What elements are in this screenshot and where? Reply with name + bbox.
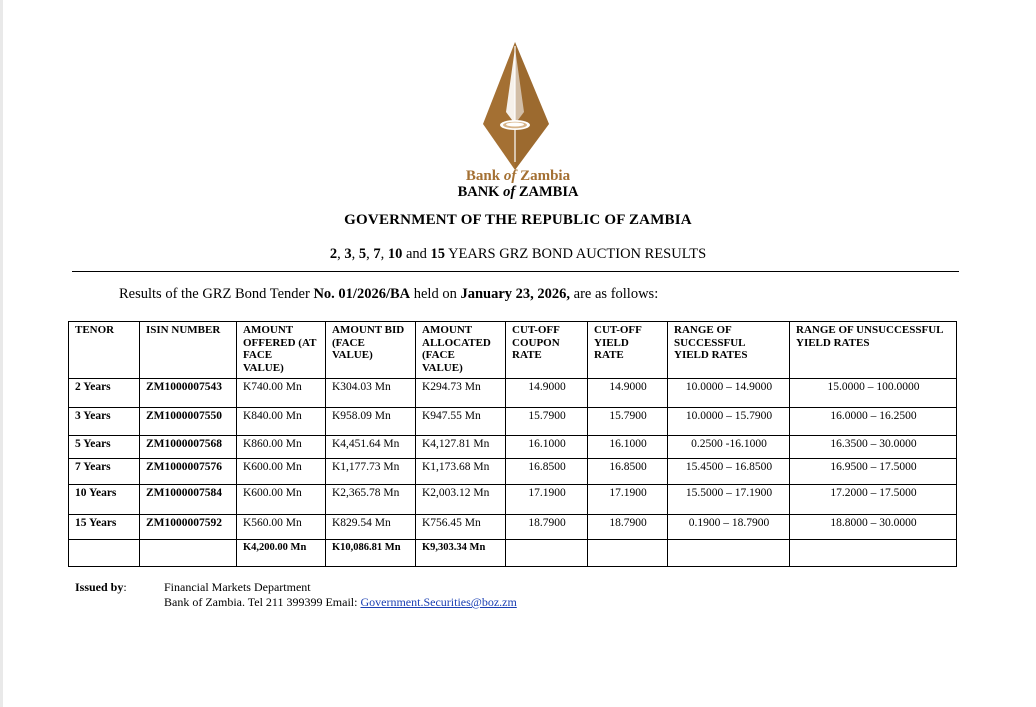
header-amount-offered: AMOUNT OFFERED (AT FACE VALUE): [237, 322, 326, 379]
subtitle-sep: ,: [351, 246, 359, 262]
header-coupon-rate: CUT-OFF COUPON RATE: [506, 322, 588, 379]
header-successful-range: RANGE OF SUCCESSFUL YIELD RATES: [668, 322, 790, 379]
cell-tenor: 15 Years: [69, 515, 140, 540]
cell-empty: [506, 540, 588, 567]
cell-allocated: K947.55 Mn: [416, 408, 506, 436]
tender-date: January 23, 2026,: [460, 286, 571, 302]
cell-offered: K860.00 Mn: [237, 436, 326, 459]
header-amount-allocated: AMOUNT ALLOCATED (FACE VALUE): [416, 322, 506, 379]
tender-number: No. 01/2026/BA: [313, 286, 411, 302]
issuer-department: Financial Markets Department: [164, 580, 311, 594]
subtitle-tenor-2: 2: [329, 246, 338, 262]
cell-successful-range: 0.1900 – 18.7900: [668, 515, 790, 540]
table-row: [69, 436, 957, 459]
table-row: [69, 515, 957, 540]
subtitle-tenor-5: 5: [358, 246, 367, 262]
logo-wordmark-black: [0, 184, 1036, 201]
logo-text-gold: Bank of Zambia: [465, 168, 571, 184]
header-yield-rate: CUT-OFF YIELD RATE: [588, 322, 668, 379]
cell-offered: K840.00 Mn: [237, 408, 326, 436]
intro-text: held on: [410, 286, 461, 302]
cell-successful-range: 15.4500 – 16.8500: [668, 459, 790, 485]
cell-empty: [69, 540, 140, 567]
header-isin: ISIN NUMBER: [140, 322, 237, 379]
cell-coupon: 17.1900: [506, 485, 588, 515]
cell-tenor: 10 Years: [69, 485, 140, 515]
cell-coupon: 16.1000: [506, 436, 588, 459]
cell-bid: K958.09 Mn: [326, 408, 416, 436]
total-bid: K10,086.81 Mn: [326, 540, 416, 567]
subtitle-sep: ,: [337, 246, 345, 262]
bank-of-zambia-logo: [478, 42, 554, 170]
cell-yield: 18.7900: [588, 515, 668, 540]
cell-bid: K1,177.73 Mn: [326, 459, 416, 485]
cell-isin: ZM1000007584: [140, 485, 237, 515]
cell-yield: 14.9000: [588, 379, 668, 408]
subtitle-sep: ,: [380, 246, 388, 262]
cell-bid: K2,365.78 Mn: [326, 485, 416, 515]
subtitle-sep: ,: [366, 246, 374, 262]
totals-row: [69, 540, 957, 567]
cell-allocated: K294.73 Mn: [416, 379, 506, 408]
page-edge: [0, 0, 3, 707]
cell-isin: ZM1000007576: [140, 459, 237, 485]
header-tenor: TENOR: [69, 322, 140, 379]
cell-tenor: 3 Years: [69, 408, 140, 436]
cell-allocated: K2,003.12 Mn: [416, 485, 506, 515]
cell-yield: 16.8500: [588, 459, 668, 485]
issued-label-text: Issued by: [75, 580, 124, 594]
pen-nib-emblem-icon: [478, 42, 554, 170]
issuer-contact: Bank of Zambia. Tel 211 399399 Email:: [164, 595, 361, 609]
cell-successful-range: 0.2500 -16.1000: [668, 436, 790, 459]
cell-allocated: K756.45 Mn: [416, 515, 506, 540]
table-row: [69, 459, 957, 485]
cell-bid: K829.54 Mn: [326, 515, 416, 540]
cell-offered: K600.00 Mn: [237, 459, 326, 485]
cell-successful-range: 15.5000 – 17.1900: [668, 485, 790, 515]
subtitle-tenor-3: 3: [344, 246, 352, 262]
cell-isin: ZM1000007592: [140, 515, 237, 540]
logo-text-black: BANK of ZAMBIA: [457, 184, 579, 200]
cell-unsuccessful-range: 17.2000 – 17.5000: [790, 485, 957, 515]
cell-empty: [668, 540, 790, 567]
cell-unsuccessful-range: 15.0000 – 100.0000: [790, 379, 957, 408]
table-row: [69, 379, 957, 408]
issued-colon: :: [123, 580, 127, 594]
issued-by-label: [75, 580, 127, 595]
cell-coupon: 15.7900: [506, 408, 588, 436]
cell-coupon: 16.8500: [506, 459, 588, 485]
cell-coupon: 18.7900: [506, 515, 588, 540]
total-allocated: K9,303.34 Mn: [416, 540, 506, 567]
cell-allocated: K1,173.68 Mn: [416, 459, 506, 485]
cell-coupon: 14.9000: [506, 379, 588, 408]
cell-empty: [588, 540, 668, 567]
cell-isin: ZM1000007550: [140, 408, 237, 436]
logo-wordmark-gold: [0, 168, 1036, 185]
cell-allocated: K4,127.81 Mn: [416, 436, 506, 459]
cell-offered: K560.00 Mn: [237, 515, 326, 540]
issuer-details: [164, 580, 517, 610]
subtitle-sep: and: [402, 246, 431, 262]
cell-successful-range: 10.0000 – 14.9000: [668, 379, 790, 408]
cell-bid: K4,451.64 Mn: [326, 436, 416, 459]
subtitle-tenor-7: 7: [373, 246, 381, 262]
cell-offered: K600.00 Mn: [237, 485, 326, 515]
horizontal-divider: [72, 271, 959, 272]
total-offered: K4,200.00 Mn: [237, 540, 326, 567]
intro-text: Results of the GRZ Bond Tender: [119, 286, 314, 302]
cell-unsuccessful-range: 16.0000 – 16.2500: [790, 408, 957, 436]
header-amount-bid: AMOUNT BID (FACE VALUE): [326, 322, 416, 379]
cell-successful-range: 10.0000 – 15.7900: [668, 408, 790, 436]
auction-results-table: [68, 321, 957, 567]
table-header-row: [69, 322, 957, 379]
subtitle-tenor-10: 10: [387, 246, 403, 262]
header-unsuccessful-range: RANGE OF UNSUCCESSFUL YIELD RATES: [790, 322, 957, 379]
cell-unsuccessful-range: 18.8000 – 30.0000: [790, 515, 957, 540]
cell-tenor: 5 Years: [69, 436, 140, 459]
cell-yield: 15.7900: [588, 408, 668, 436]
subtitle-tenor-15: 15: [430, 246, 445, 262]
cell-isin: ZM1000007543: [140, 379, 237, 408]
subtitle-suffix: YEARS GRZ BOND AUCTION RESULTS: [445, 246, 707, 262]
cell-yield: 17.1900: [588, 485, 668, 515]
cell-isin: ZM1000007568: [140, 436, 237, 459]
cell-yield: 16.1000: [588, 436, 668, 459]
cell-tenor: 7 Years: [69, 459, 140, 485]
cell-unsuccessful-range: 16.3500 – 30.0000: [790, 436, 957, 459]
intro-paragraph: [119, 286, 658, 303]
cell-unsuccessful-range: 16.9500 – 17.5000: [790, 459, 957, 485]
cell-offered: K740.00 Mn: [237, 379, 326, 408]
cell-empty: [140, 540, 237, 567]
table-row: [69, 408, 957, 436]
issuer-contact-line: [164, 595, 517, 610]
cell-bid: K304.03 Mn: [326, 379, 416, 408]
email-link[interactable]: Government.Securities@boz.zm: [360, 595, 517, 609]
intro-text: are as follows:: [570, 286, 659, 302]
cell-empty: [790, 540, 957, 567]
cell-tenor: 2 Years: [69, 379, 140, 408]
table-row: [69, 485, 957, 515]
auction-subtitle: [0, 246, 1036, 263]
page-title: GOVERNMENT OF THE REPUBLIC OF ZAMBIA: [344, 212, 692, 228]
